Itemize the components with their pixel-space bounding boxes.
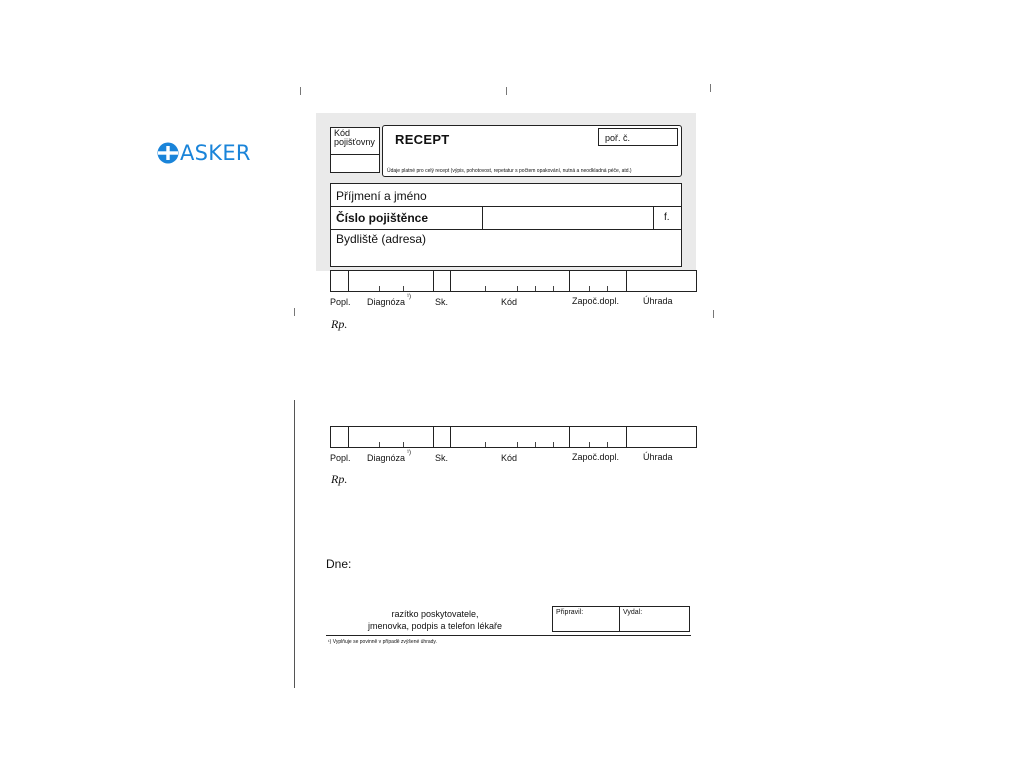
insured-number-label: Číslo pojištěnce	[336, 211, 429, 225]
stamp-caption	[360, 608, 510, 632]
crop-mark	[294, 308, 295, 316]
insurer-code-label: Kód pojišťovny	[334, 128, 375, 147]
paper-edge	[294, 400, 295, 688]
stamp-line-1: razítko poskytovatele,	[391, 609, 479, 619]
col-uhrada: Úhrada	[643, 296, 673, 306]
patient-box	[330, 183, 682, 267]
address-label: Bydliště (adresa)	[336, 232, 427, 246]
crop-mark	[506, 87, 507, 95]
col-sk: Sk.	[435, 453, 449, 463]
col-popl: Popl.	[330, 453, 351, 463]
rx-code-bar	[330, 426, 697, 448]
col-diagnoza: Diagnóza	[367, 453, 406, 463]
col-zapoc: Započ.dopl.	[572, 452, 620, 462]
footer-rule	[326, 635, 691, 636]
col-kod: Kód	[501, 453, 518, 463]
order-number-label: poř. č.	[605, 133, 631, 143]
divider	[619, 607, 620, 631]
date-label: Dne:	[326, 557, 352, 571]
recept-title: RECEPT	[395, 132, 450, 147]
insured-number-field	[482, 207, 654, 229]
divider	[331, 229, 681, 230]
recept-note: Údaje platné pro celý recept (výpis, pohotovost, repetatur s počtem opakování, nutná a neodkladná péče, atd.)	[387, 168, 632, 174]
col-diagnoza: Diagnóza	[367, 297, 406, 307]
footnote: ¹) Vyplňuje se povinně v případě zvýšené úhrady.	[328, 639, 437, 645]
col-kod: Kód	[501, 297, 518, 307]
issued-label: Vydal:	[623, 609, 643, 616]
rp-label: Rp.	[331, 317, 348, 331]
f-label: f.	[664, 212, 670, 223]
insurer-code-box	[330, 127, 380, 173]
prepared-label: Připravil:	[556, 609, 584, 616]
divider	[331, 154, 379, 155]
diagnoza-mark: ¹)	[407, 294, 411, 300]
recept-box	[382, 125, 682, 177]
crop-mark	[710, 84, 711, 92]
asker-logo[interactable]	[157, 140, 251, 166]
stamp-line-2: jmenovka, podpis a telefon lékaře	[367, 621, 503, 631]
name-label: Příjmení a jméno	[336, 189, 427, 203]
col-zapoc: Započ.dopl.	[572, 296, 620, 306]
rp-label: Rp.	[331, 472, 348, 486]
crop-mark	[300, 87, 301, 95]
col-popl: Popl.	[330, 297, 351, 307]
col-uhrada: Úhrada	[643, 452, 673, 462]
crop-mark	[713, 310, 714, 318]
rx-code-bar	[330, 270, 697, 292]
plus-circle-icon	[157, 142, 179, 164]
signature-box	[552, 606, 690, 632]
col-sk: Sk.	[435, 297, 449, 307]
diagnoza-mark: ¹)	[407, 450, 411, 456]
logo-text: ASKER	[180, 141, 251, 165]
